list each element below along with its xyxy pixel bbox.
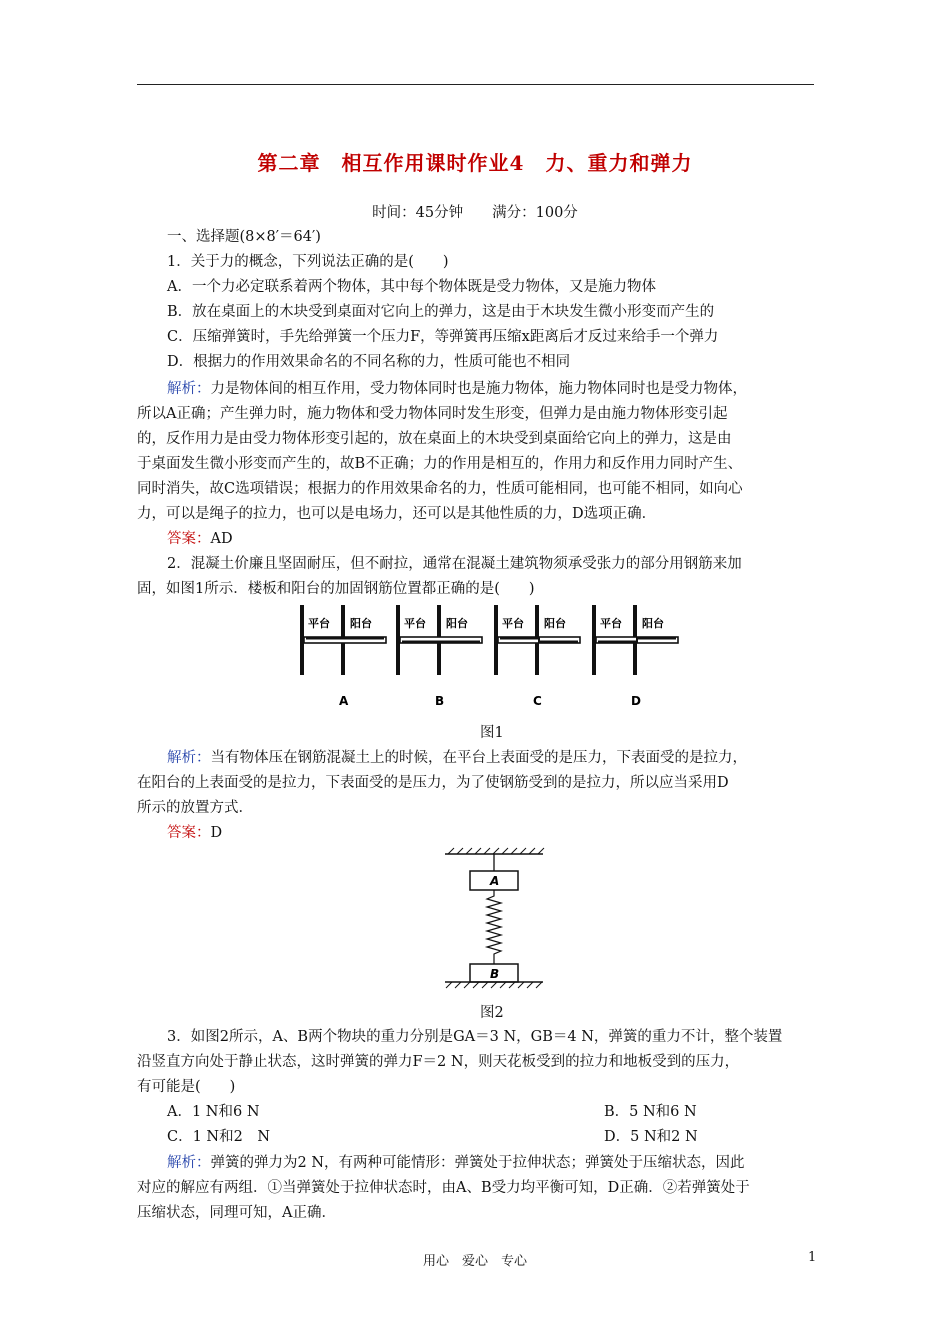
q1-answer-value: AD bbox=[210, 531, 233, 547]
page-title: 第二章 相互作用课时作业4 力、重力和弹力 bbox=[257, 151, 693, 175]
q1-analysis-text: 力是物体间的相互作用，受力物体同时也是施力物体，施力物体同时也是受力物体， bbox=[210, 381, 747, 397]
figure-1-option-d bbox=[592, 605, 678, 708]
block-a-label: A bbox=[490, 874, 500, 888]
balcony-label: 阳台 bbox=[350, 617, 372, 630]
figure-1-option-a bbox=[300, 605, 386, 708]
q1-analysis-line: 于桌面发生微小形变而产生的，故B不正确；力的作用是相互的，作用力和反作用力同时产生、 bbox=[137, 456, 743, 472]
q2-analysis-label: 解析： bbox=[167, 750, 211, 766]
q3-option-d: D．5 N和2 N bbox=[604, 1129, 698, 1145]
header-rule bbox=[137, 84, 814, 85]
q3-analysis-label: 解析： bbox=[167, 1155, 211, 1171]
figure-1-option-c bbox=[494, 605, 580, 708]
q1-analysis-line bbox=[167, 379, 845, 399]
ceiling-hatch bbox=[448, 848, 544, 854]
page-number: 1 bbox=[808, 1250, 817, 1265]
page-footer: 用心 爱心 专心 bbox=[422, 1254, 527, 1269]
balcony-label: 阳台 bbox=[446, 617, 468, 630]
block-b-label: B bbox=[490, 967, 500, 981]
figure-1-option-b bbox=[396, 605, 482, 708]
q1-analysis-label: 解析： bbox=[167, 381, 211, 397]
platform-label: 平台 bbox=[502, 617, 524, 630]
balcony-label: 阳台 bbox=[544, 617, 566, 630]
figure-2-diagram bbox=[440, 846, 550, 994]
time-score-line: 时间：45分钟 满分：100分 bbox=[372, 205, 578, 221]
q2-stem-line: 固，如图1所示．楼板和阳台的加固钢筋位置都正确的是( ) bbox=[137, 581, 535, 597]
option-label: D bbox=[631, 694, 641, 708]
q1-option-a: A．一个力必定联系着两个物体，其中每个物体既是受力物体，又是施力物体 bbox=[167, 279, 656, 295]
q3-stem-line: 沿竖直方向处于静止状态，这时弹簧的弹力F＝2 N，则天花板受到的拉力和地板受到的压力， bbox=[137, 1054, 740, 1070]
q1-analysis-line: 同时消失，故C选项错误；根据力的作用效果命名的力，性质可能相同，也可能不相同，如向心 bbox=[137, 481, 743, 497]
section-heading: 一、选择题(8×8′＝64′) bbox=[167, 229, 321, 245]
option-label: B bbox=[435, 694, 445, 708]
platform-label: 平台 bbox=[404, 617, 426, 630]
q2-answer-line bbox=[167, 823, 845, 843]
q2-analysis-line: 所示的放置方式． bbox=[137, 800, 253, 816]
q2-stem-line: 2．混凝土价廉且坚固耐压，但不耐拉，通常在混凝土建筑物须承受张力的部分用钢筋来加 bbox=[167, 556, 742, 572]
q3-option-c: C．1 N和2 N bbox=[167, 1129, 271, 1145]
spring bbox=[487, 890, 501, 964]
q3-option-a: A．1 N和6 N bbox=[167, 1104, 260, 1120]
q1-analysis-line: 的，反作用力是由受力物体形变引起的，放在桌面上的木块受到桌面给它向上的弹力，这是由 bbox=[137, 431, 732, 447]
q2-analysis-text: 当有物体压在钢筋混凝土上的时候，在平台上表面受的是压力，下表面受的是拉力， bbox=[210, 750, 747, 766]
q3-option-b: B．5 N和6 N bbox=[604, 1104, 697, 1120]
q1-option-c: C．压缩弹簧时，手先给弹簧一个压力F，等弹簧再压缩x距离后才反过来给手一个弹力 bbox=[167, 329, 719, 345]
q3-analysis-text: 弹簧的弹力为2 N，有两种可能情形：弹簧处于拉伸状态；弹簧处于压缩状态，因此 bbox=[210, 1155, 745, 1171]
option-label: A bbox=[339, 694, 349, 708]
q2-analysis-line bbox=[167, 748, 845, 768]
q3-stem-line: 3．如图2所示，A、B两个物块的重力分别是GA＝3 N，GB＝4 N，弹簧的重力不计，整个装置 bbox=[167, 1029, 783, 1045]
q3-options-row-2 bbox=[167, 1127, 845, 1147]
figure-1-diagram bbox=[290, 605, 690, 715]
balcony-label: 阳台 bbox=[642, 617, 664, 630]
q1-answer-label: 答案： bbox=[167, 531, 211, 547]
q3-analysis-line: 压缩状态，同理可知，A正确． bbox=[137, 1205, 336, 1221]
q2-analysis-line: 在阳台的上表面受的是拉力，下表面受的是压力，为了使钢筋受到的是拉力，所以应当采用D bbox=[137, 775, 729, 791]
q1-answer-line bbox=[167, 529, 845, 549]
option-label: C bbox=[533, 694, 542, 708]
q3-analysis-line: 对应的解应有两组．①当弹簧处于拉伸状态时，由A、B受力均平衡可知，D正确．②若弹簧处于 bbox=[137, 1180, 750, 1196]
q1-analysis-line: 所以A正确；产生弹力时，施力物体和受力物体同时发生形变，但弹力是由施力物体形变引起 bbox=[137, 406, 728, 422]
q2-answer-value: D bbox=[210, 825, 223, 841]
platform-label: 平台 bbox=[600, 617, 622, 630]
platform-label: 平台 bbox=[308, 617, 330, 630]
figure-2-caption: 图2 bbox=[480, 1005, 504, 1021]
q3-analysis-line bbox=[167, 1153, 845, 1173]
q3-options-row-1 bbox=[167, 1102, 845, 1122]
q1-option-d: D．根据力的作用效果命名的不同名称的力，性质可能也不相同 bbox=[167, 354, 571, 370]
q1-analysis-line: 力，可以是绳子的拉力，也可以是电场力，还可以是其他性质的力，D选项正确． bbox=[137, 506, 657, 522]
q3-stem-line: 有可能是( ) bbox=[137, 1079, 236, 1095]
q1-option-b: B．放在桌面上的木块受到桌面对它向上的弹力，这是由于木块发生微小形变而产生的 bbox=[167, 304, 715, 320]
q1-stem: 1．关于力的概念，下列说法正确的是( ) bbox=[167, 254, 449, 270]
figure-1-caption: 图1 bbox=[480, 725, 504, 741]
floor-hatch bbox=[446, 982, 542, 988]
q2-answer-label: 答案： bbox=[167, 825, 211, 841]
